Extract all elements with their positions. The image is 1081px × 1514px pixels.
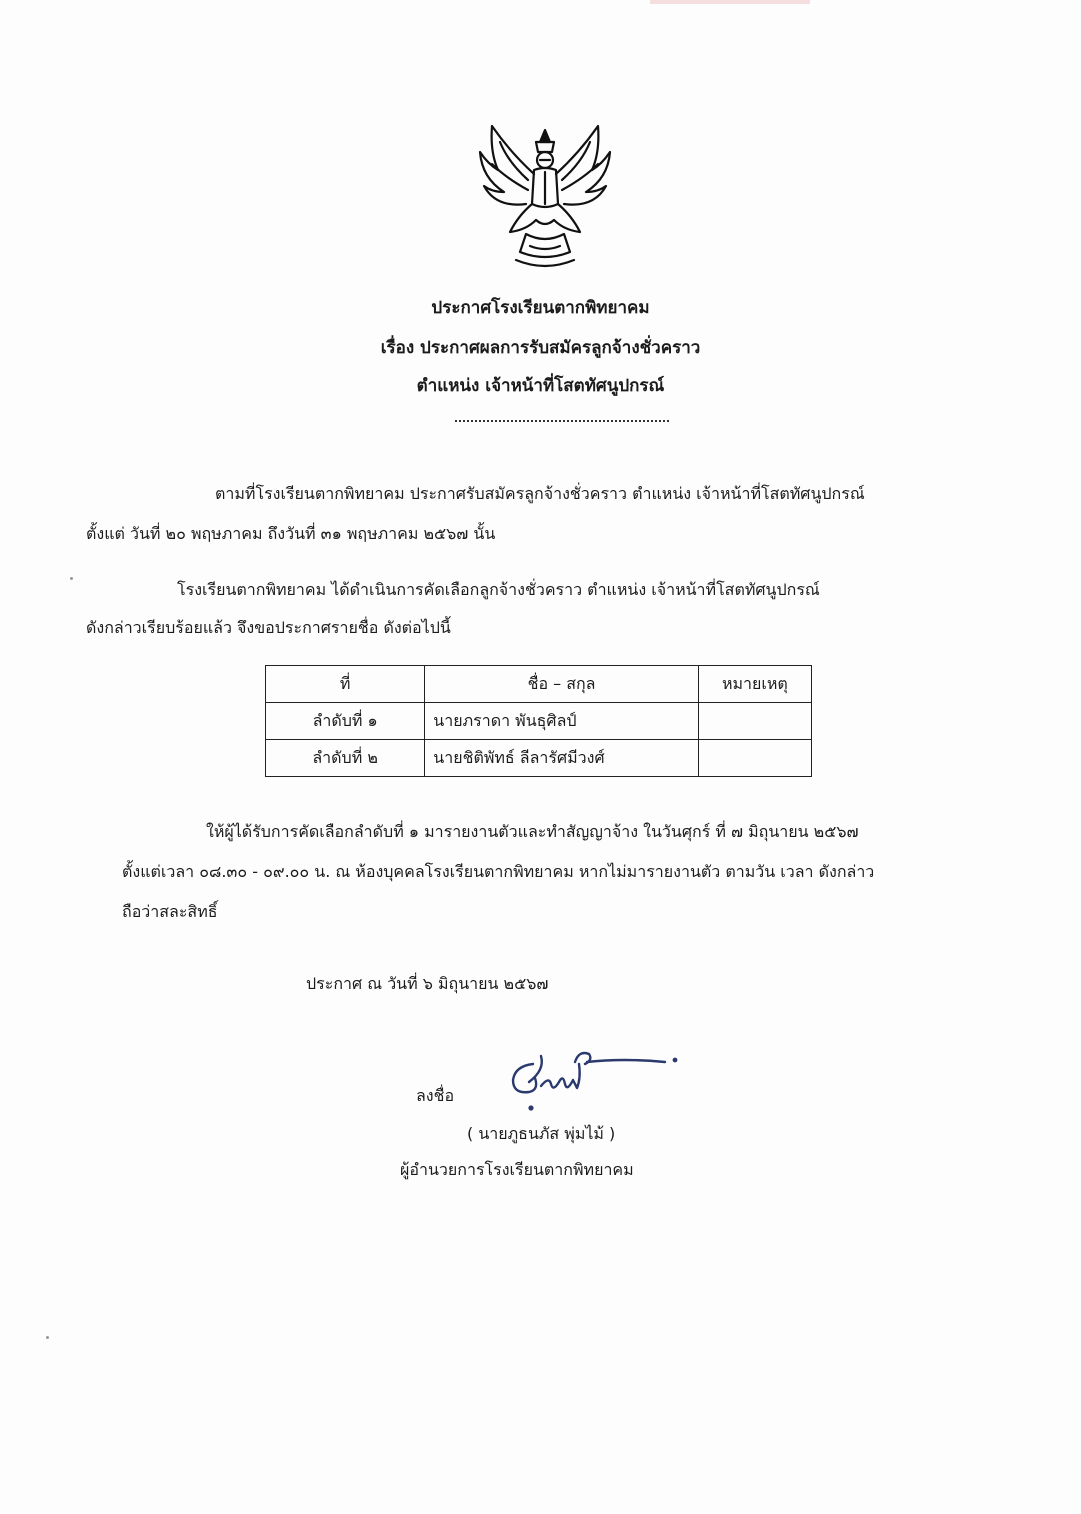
paragraph2-line2: ดังกล่าวเรียบร้อยแล้ว จึงขอประกาศรายชื่อ ดังต่อไปนี้ bbox=[86, 618, 451, 637]
paragraph1-line1: ตามที่โรงเรียนตากพิทยาคม ประกาศรับสมัครลูกจ้างชั่วคราว ตำแหน่ง เจ้าหน้าที่โสตทัศนูปกรณ์ bbox=[215, 484, 865, 503]
paragraph3-line3: ถือว่าสละสิทธิ์ bbox=[122, 902, 218, 921]
table-header-row bbox=[266, 666, 812, 703]
sign-label: ลงชื่อ bbox=[416, 1086, 455, 1105]
cell-note bbox=[698, 740, 811, 777]
dotted-divider bbox=[455, 420, 669, 422]
cell-name: นายชิติพัทธ์ ลีลารัศมีวงศ์ bbox=[425, 740, 699, 777]
paragraph2-line1: โรงเรียนตากพิทยาคม ได้ดำเนินการคัดเลือกลูกจ้างชั่วคราว ตำแหน่ง เจ้าหน้าที่โสตทัศนูปกรณ์ bbox=[177, 580, 820, 599]
header-rank: ที่ bbox=[266, 666, 425, 703]
document-position: ตำแหน่ง เจ้าหน้าที่โสตทัศนูปกรณ์ bbox=[416, 376, 665, 396]
scan-speck bbox=[70, 577, 73, 580]
paragraph1-line2: ตั้งแต่ วันที่ ๒๐ พฤษภาคม ถึงวันที่ ๓๑ พฤษภาคม ๒๕๖๗ นั้น bbox=[86, 524, 496, 543]
scan-artifact bbox=[650, 0, 810, 4]
signer-title: ผู้อำนวยการโรงเรียนตากพิทยาคม bbox=[400, 1160, 634, 1179]
table-row bbox=[266, 740, 812, 777]
garuda-emblem-icon bbox=[470, 112, 620, 272]
cell-rank: ลำดับที่ ๒ bbox=[266, 740, 425, 777]
document-title: ประกาศโรงเรียนตากพิทยาคม bbox=[431, 298, 650, 318]
header-note: หมายเหตุ bbox=[698, 666, 811, 703]
cell-rank: ลำดับที่ ๑ bbox=[266, 703, 425, 740]
signer-name: ( นายภูธนภัส พุ่มไม้ ) bbox=[467, 1124, 616, 1143]
table-row bbox=[266, 703, 812, 740]
announcement-date: ประกาศ ณ วันที่ ๖ มิถุนายน ๒๕๖๗ bbox=[306, 974, 549, 993]
cell-note bbox=[698, 703, 811, 740]
header-name: ชื่อ – สกุล bbox=[425, 666, 699, 703]
results-table bbox=[265, 665, 812, 777]
document-subject: เรื่อง ประกาศผลการรับสมัครลูกจ้างชั่วคราว bbox=[380, 338, 701, 358]
scan-speck bbox=[46, 1336, 49, 1339]
handwritten-signature-icon bbox=[505, 1042, 685, 1112]
paragraph3-line2: ตั้งแต่เวลา ๐๘.๓๐ - ๐๙.๐๐ น. ณ ห้องบุคคลโรงเรียนตากพิทยาคม หากไม่มารายงานตัว ตามวัน เวลา ดังกล่าว bbox=[122, 862, 875, 881]
cell-name: นายภราดา พันธุศิลป์ bbox=[425, 703, 699, 740]
paragraph3-line1: ให้ผู้ได้รับการคัดเลือกลำดับที่ ๑ มารายงานตัวและทำสัญญาจ้าง ในวันศุกร์ ที่ ๗ มิถุนายน ๒๕๖๗ bbox=[206, 822, 859, 841]
